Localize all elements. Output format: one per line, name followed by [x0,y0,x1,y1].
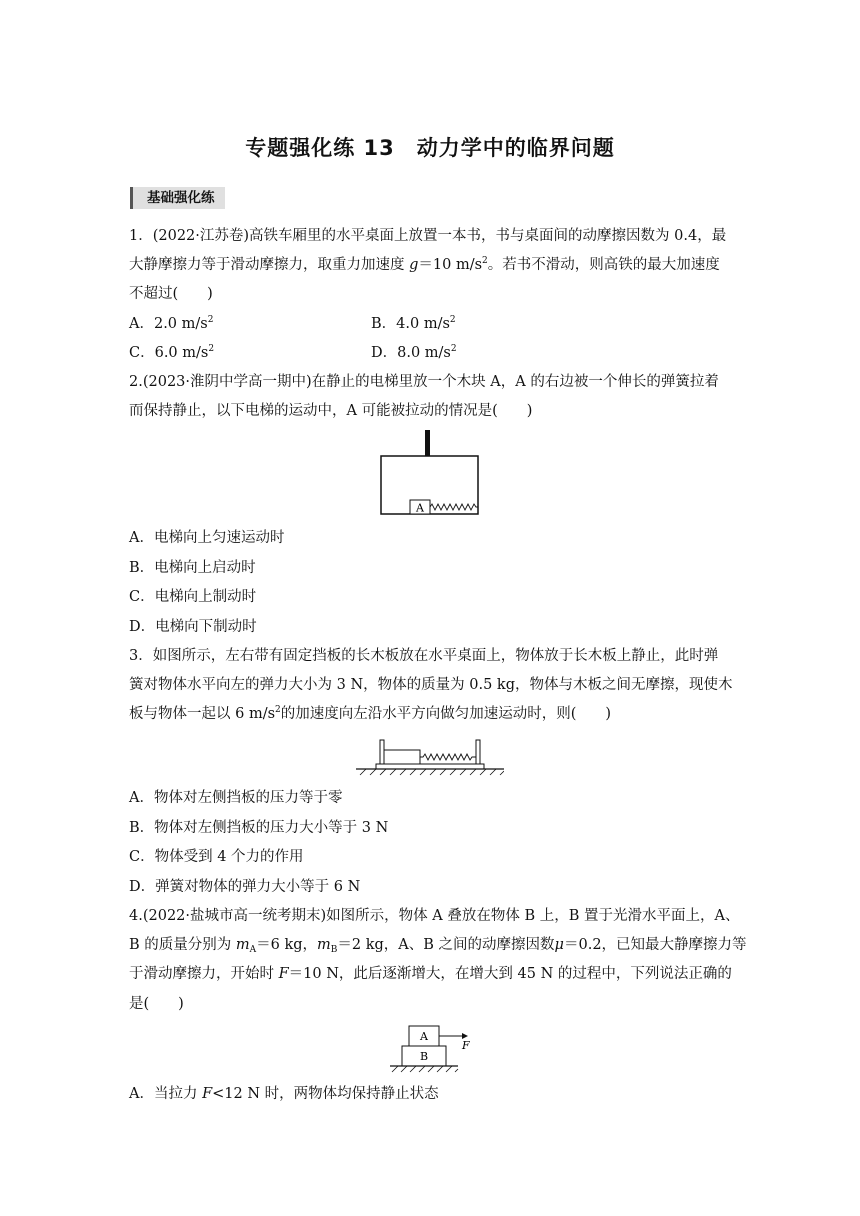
stacked-blocks-figure [384,1024,484,1074]
right-baffle [476,740,480,764]
q3-option-c[interactable]: C．物体受到 4 个力的作用 [129,849,304,865]
q4-line2: B 的质量分别为 $m_A=6$ kg，$m_B=2$ kg，A、B 之间的动摩擦因数μ＝0.2，已知最大静摩擦力等 [129,937,747,955]
q2-line1: 2.(2023·淮阴中学高一期中)在静止的电梯里放一个木块 A，A 的右边被一个伸长的弹簧拉着 [129,374,719,390]
q4-line3: 于滑动摩擦力，开始时 F＝10 N，此后逐渐增大，在增大到 45 N 的过程中，下列说法正确的 [129,966,732,982]
spring [430,504,478,510]
section-tag: 基础强化练 [130,187,225,209]
q3-line2: 簧对物体水平向左的弹力大小为 3 N，物体的质量为 0.5 kg，物体与木板之间无摩擦，现使木 [129,677,733,693]
left-baffle [380,740,384,764]
q3-option-d[interactable]: D．弹簧对物体的弹力大小等于 6 N [129,879,361,895]
q3-line3: 板与物体一起以 6 $m/s^2$的加速度向左沿水平方向做匀加速运动时，则( ) [129,705,612,722]
q1-option-b[interactable]: B．4.0 $m/s^2$ [371,315,456,332]
q3-option-a[interactable]: A．物体对左侧挡板的压力等于零 [129,790,343,806]
block-a-label: A [416,501,424,515]
q2-option-c[interactable]: C．电梯向上制动时 [129,589,257,605]
q4-line1: 4.(2022·盐城市高一统考期末)如图所示，物体 A 叠放在物体 B 上，B 置于光滑水平面上，A、 [129,908,740,924]
page-title: 专题强化练 13 动力学中的临界问题 [245,136,615,160]
ground-hatching [392,1066,458,1072]
object-block [384,750,420,764]
q2-option-d[interactable]: D．电梯向下制动时 [129,619,257,635]
elevator-figure [380,430,480,516]
q2-option-a[interactable]: A．电梯向上匀速运动时 [129,530,285,546]
q1-option-d[interactable]: D．8.0 $m/s^2$ [371,344,457,361]
q2-line2: 而保持静止，以下电梯的运动中，A 可能被拉动的情况是( ) [129,403,533,419]
table-hatching [360,769,504,775]
force-label: F [462,1039,470,1052]
q1-option-c[interactable]: C．6.0 $m/s^2$ [129,344,215,361]
q2-option-b[interactable]: B．电梯向上启动时 [129,560,256,576]
q4-option-a[interactable]: A．当拉力 F<12 N 时，两物体均保持静止状态 [129,1086,439,1102]
q1-line2: 大静摩擦力等于滑动摩擦力，取重力加速度 g＝10 $m/s^2$。若书不滑动，则高铁的最大加速度 [129,256,720,273]
block-b-label: B [419,1050,429,1063]
elevator-cable [425,430,430,456]
spring [420,754,476,760]
long-board [376,764,484,769]
q3-option-b[interactable]: B．物体对左侧挡板的压力大小等于 3 N [129,820,389,836]
board-figure [356,738,504,776]
q1-option-a[interactable]: A．2.0 $m/s^2$ [129,315,214,332]
q1-line3: 不超过( ) [129,286,213,302]
q3-line1: 3．如图所示，左右带有固定挡板的长木板放在水平桌面上，物体放于长木板上静止，此时弹 [129,648,719,664]
block-a-label: A [420,1030,428,1043]
q4-line4: 是( ) [129,996,184,1012]
q1-line1: 1．(2022·江苏卷)高铁车厢里的水平桌面上放置一本书，书与桌面间的动摩擦因数为 0.4，最 [129,228,727,244]
